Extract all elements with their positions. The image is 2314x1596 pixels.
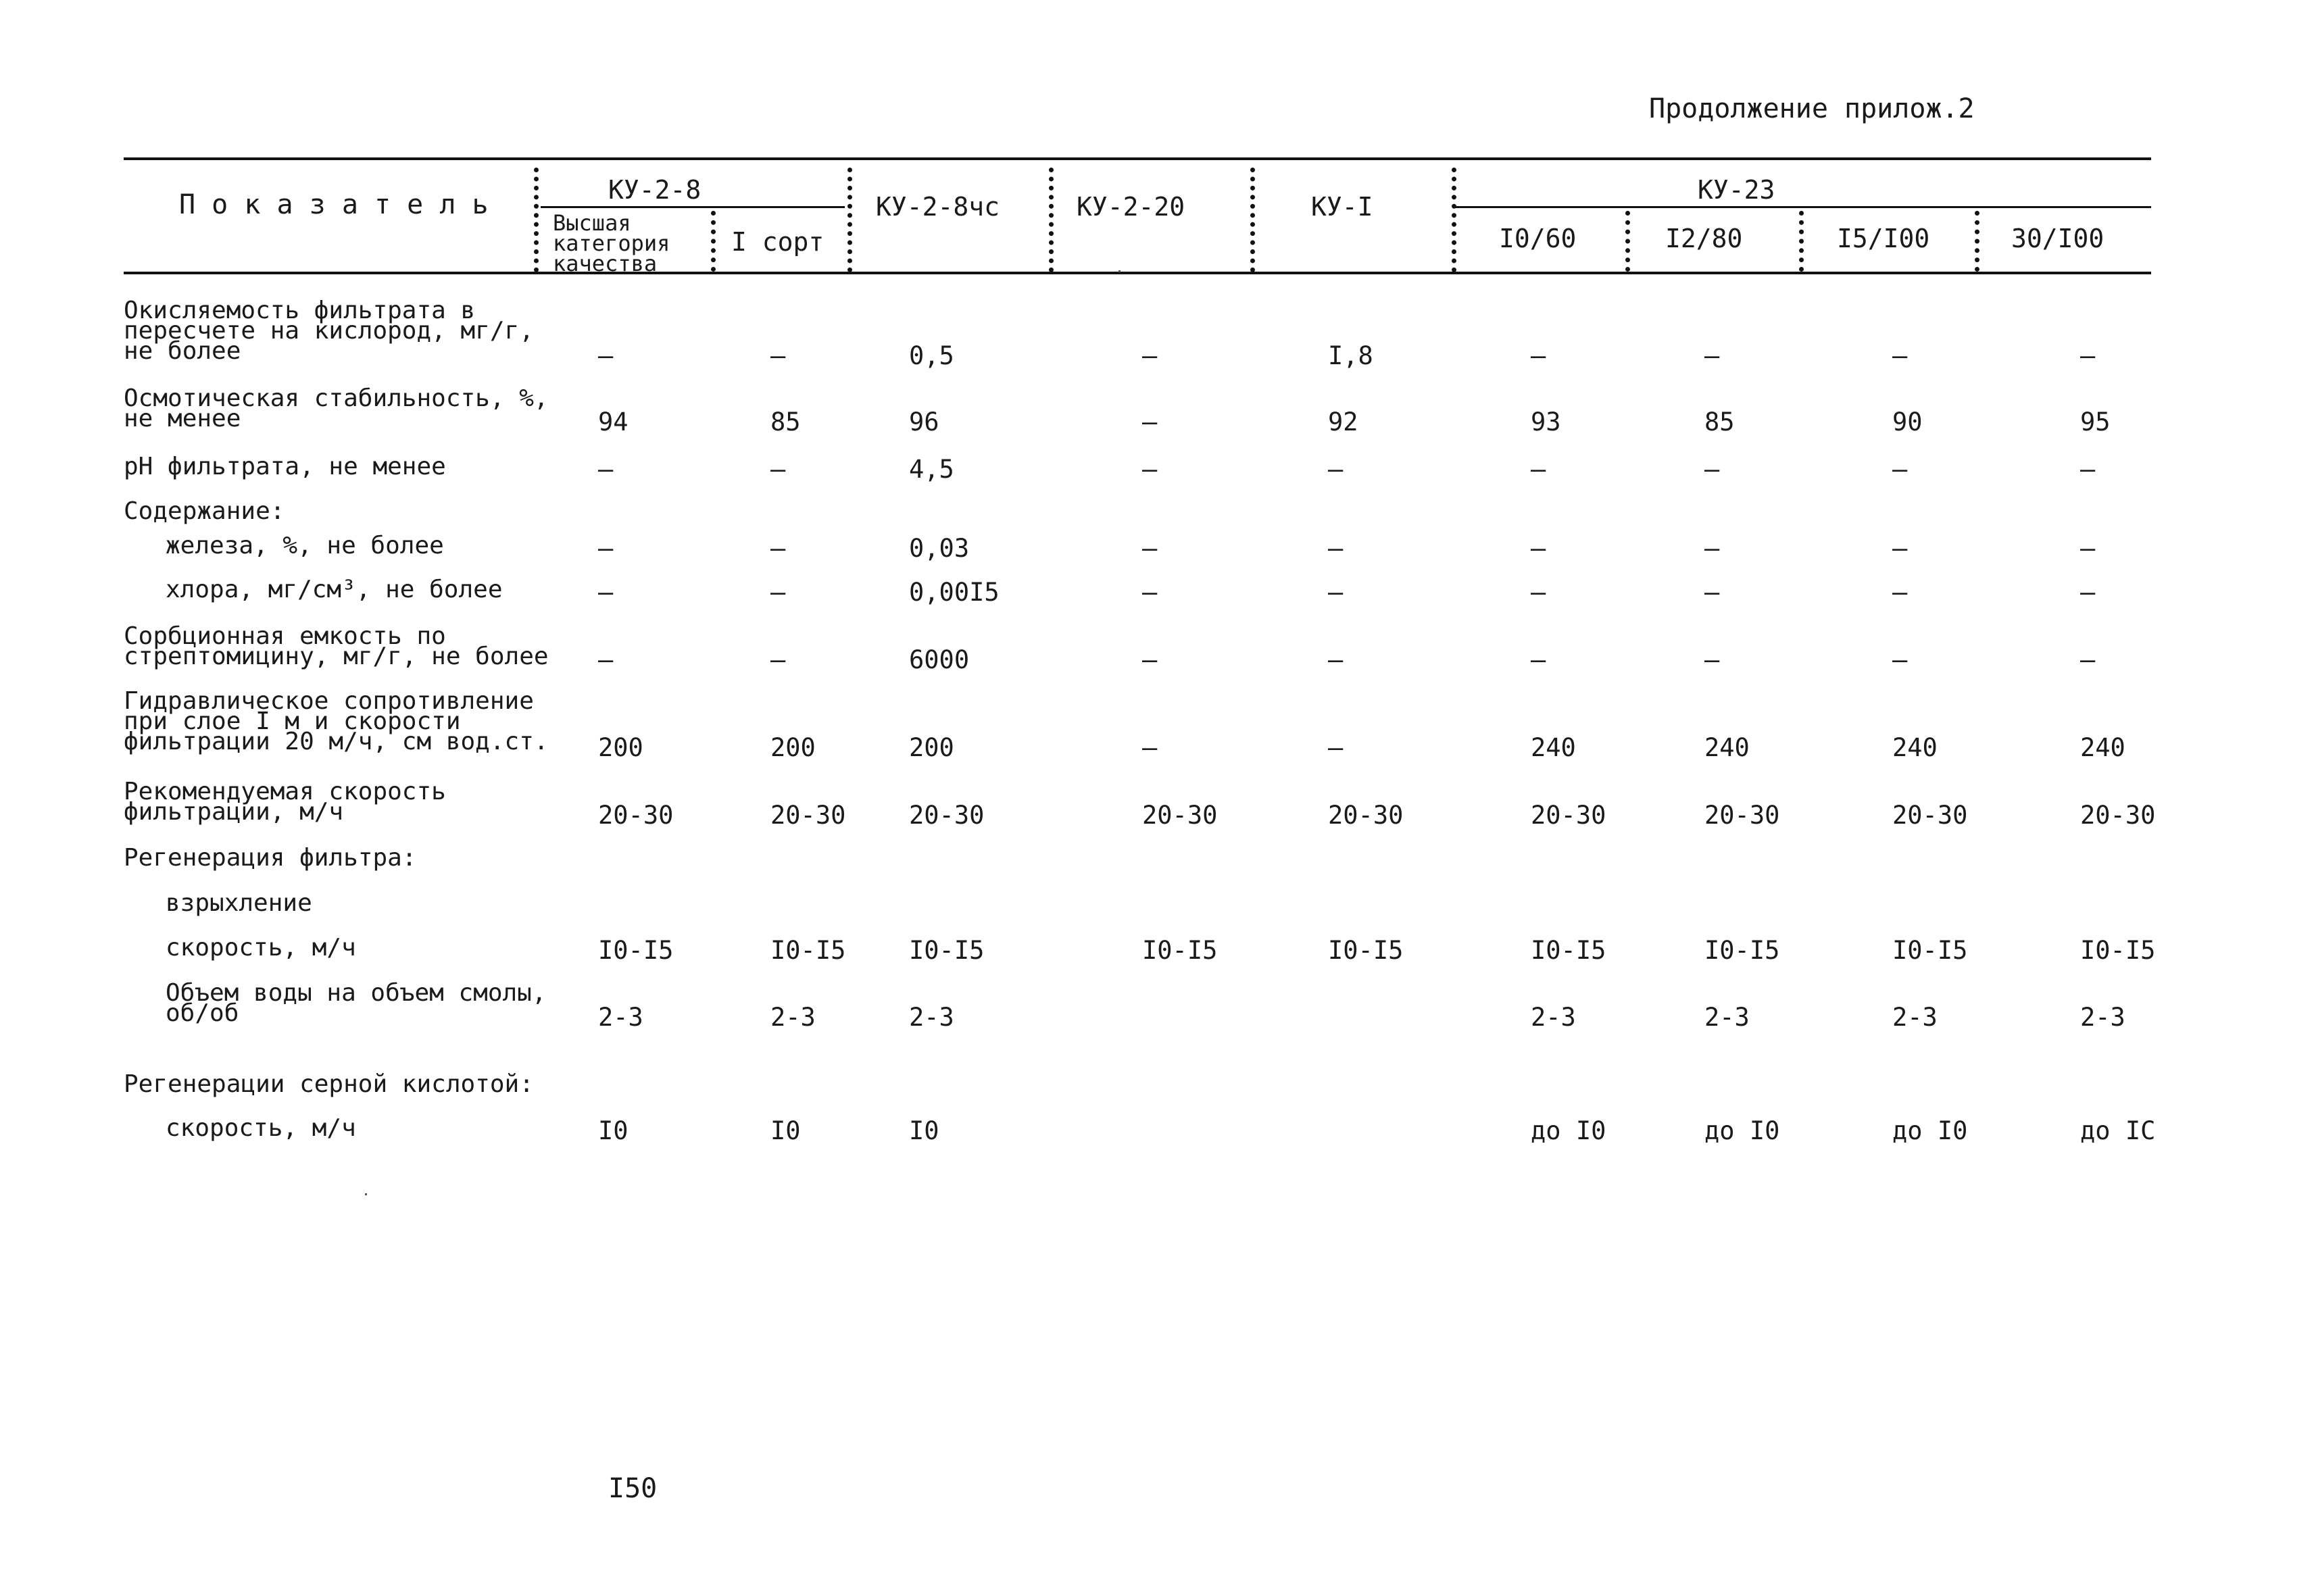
table-cell: 2-3 [1704, 1003, 1750, 1032]
table-cell: – [598, 578, 614, 607]
table-cell: I,8 [1328, 341, 1373, 370]
table-cell: 2-3 [770, 1003, 816, 1032]
col-separator [1452, 168, 1456, 272]
table-cell: 240 [1531, 733, 1576, 762]
table-cell: 20-30 [909, 801, 985, 830]
table-cell: – [1704, 578, 1720, 607]
col-separator [534, 168, 539, 272]
table-cell: – [1328, 534, 1344, 563]
table-cell: – [1142, 645, 1158, 674]
table-cell: 94 [598, 407, 629, 437]
table-cell: – [598, 455, 614, 484]
col-separator [1975, 211, 1979, 272]
table-cell: 2-3 [598, 1003, 643, 1032]
table-cell: – [1142, 455, 1158, 484]
table-cell: 240 [2080, 733, 2125, 762]
table-cell: – [1531, 645, 1546, 674]
header-ku23: КУ-23 [1698, 175, 1775, 205]
table-cell: – [598, 534, 614, 563]
table-cell: 20-30 [1704, 801, 1780, 830]
col-separator [1799, 211, 1804, 272]
row-label: Объем воды на объем смолы, об/об [166, 979, 547, 1027]
table-cell: – [598, 645, 614, 674]
col-separator [1250, 168, 1255, 272]
row-label: pH фильтрата, не менее [124, 453, 446, 480]
table-cell: 2-3 [1892, 1003, 1938, 1032]
table-cell: 240 [1892, 733, 1938, 762]
table-cell: – [598, 341, 614, 370]
table-cell: – [1328, 733, 1344, 762]
table-cell: 0,03 [909, 534, 970, 563]
header-ku28-first-grade: I сорт [731, 227, 824, 257]
table-cell: – [2080, 645, 2096, 674]
table-cell: 20-30 [1142, 801, 1218, 830]
table-cell: 20-30 [1892, 801, 1968, 830]
table-cell: до IC [2080, 1116, 2156, 1145]
row-label: Содержание: [124, 497, 285, 525]
table-cell: I0-I5 [2080, 936, 2156, 965]
table-cell: 20-30 [1531, 801, 1606, 830]
table-cell: – [1531, 455, 1546, 484]
col-separator [847, 168, 852, 272]
row-label: Осмотическая стабильность, %, не менее [124, 384, 549, 432]
table-cell: – [1892, 455, 1908, 484]
table-cell: 0,5 [909, 341, 954, 370]
table-cell: – [1704, 341, 1720, 370]
table-cell: 6000 [909, 645, 970, 674]
table-cell: 92 [1328, 407, 1358, 437]
table-cell: 20-30 [770, 801, 846, 830]
table-cell: I0-I5 [1531, 936, 1606, 965]
header-ku23-sub: I2/80 [1665, 224, 1743, 253]
table-cell: – [1531, 534, 1546, 563]
row-label: хлора, мг/см³, не более [166, 576, 503, 603]
header-ku220: КУ-2-20 [1077, 192, 1185, 222]
row-label: скорость, м/ч [166, 934, 356, 962]
table-cell: – [2080, 578, 2096, 607]
table-cell: до I0 [1531, 1116, 1606, 1145]
scan-speck [1118, 270, 1121, 272]
header-kui: КУ-I [1311, 192, 1373, 222]
table-cell: 20-30 [1328, 801, 1404, 830]
table-cell: 93 [1531, 407, 1561, 437]
table-cell: – [770, 578, 786, 607]
header-ku28-top-grade: Высшая категория качества [553, 210, 670, 276]
table-cell: – [2080, 534, 2096, 563]
table-cell: 2-3 [1531, 1003, 1576, 1032]
table-cell: I0-I5 [1704, 936, 1780, 965]
table-cell: I0-I5 [770, 936, 846, 965]
row-label: Регенерации серной кислотой: [124, 1070, 534, 1098]
table-cell: – [1892, 578, 1908, 607]
row-label: железа, %, не более [166, 532, 444, 559]
table-cell: – [1892, 645, 1908, 674]
table-cell: I0-I5 [1142, 936, 1218, 965]
table-cell: – [1142, 407, 1158, 437]
table-cell: – [1892, 341, 1908, 370]
table-header-bottom-rule [124, 272, 2151, 274]
table-cell: I0 [598, 1116, 629, 1145]
table-cell: I0-I5 [598, 936, 674, 965]
table-cell: 20-30 [2080, 801, 2156, 830]
row-label: Сорбционная емкость по стрептомицину, мг/г, не более [124, 622, 549, 670]
table-cell: I0-I5 [1328, 936, 1404, 965]
table-cell: – [770, 534, 786, 563]
table-cell: до I0 [1892, 1116, 1968, 1145]
table-cell: 200 [909, 733, 954, 762]
table-cell: 95 [2080, 407, 2111, 437]
table-cell: I0 [909, 1116, 939, 1145]
header-ku23-sub: I5/I00 [1837, 224, 1930, 253]
table-cell: – [2080, 341, 2096, 370]
table-cell: – [2080, 455, 2096, 484]
col-separator [1049, 168, 1054, 272]
table-cell: 240 [1704, 733, 1750, 762]
table-cell: – [770, 455, 786, 484]
header-ku28chs: КУ-2-8чс [876, 192, 1000, 222]
header-indicator: П о к а з а т е л ь [179, 189, 489, 220]
row-label: скорость, м/ч [166, 1114, 356, 1142]
table-cell: 2-3 [909, 1003, 954, 1032]
table-cell: – [1328, 645, 1344, 674]
table-cell: – [1142, 578, 1158, 607]
row-label: Рекомендуемая скорость фильтрации, м/ч [124, 778, 446, 826]
table-cell: 0,00I5 [909, 578, 1000, 607]
table-cell: – [1328, 578, 1344, 607]
header-ku23-sub: I0/60 [1499, 224, 1577, 253]
table-cell: I0-I5 [1892, 936, 1968, 965]
table-cell: – [1142, 733, 1158, 762]
table-cell: 96 [909, 407, 939, 437]
table-cell: – [1142, 534, 1158, 563]
table-cell: I0 [770, 1116, 801, 1145]
ku23-group-rule [1453, 206, 2151, 208]
header-ku23-sub: 30/I00 [2011, 224, 2104, 253]
table-top-rule [124, 157, 2151, 160]
page-number: I50 [608, 1473, 658, 1504]
table-cell: 85 [770, 407, 801, 437]
row-label: Окисляемость фильтрата в пересчете на кислород, мг/г, не более [124, 297, 534, 365]
table-cell: 200 [770, 733, 816, 762]
col-separator [1625, 211, 1630, 272]
table-cell: 20-30 [598, 801, 674, 830]
table-cell: – [1704, 534, 1720, 563]
table-cell: 90 [1892, 407, 1923, 437]
row-label: Гидравлическое сопротивление при слое I м и скорости фильтрации 20 м/ч, см вод.ст. [124, 687, 549, 755]
ku28-group-rule [541, 206, 845, 208]
continuation-label: Продолжение прилож.2 [1649, 93, 1975, 124]
table-cell: 200 [598, 733, 643, 762]
table-cell: 4,5 [909, 455, 954, 484]
table-cell: – [1142, 341, 1158, 370]
table-cell: – [770, 341, 786, 370]
scan-speck [365, 1193, 367, 1195]
table-cell: I0-I5 [909, 936, 985, 965]
table-cell: 85 [1704, 407, 1735, 437]
table-cell: – [1531, 341, 1546, 370]
table-cell: – [770, 645, 786, 674]
header-ku28: КУ-2-8 [608, 175, 701, 205]
table-cell: – [1704, 455, 1720, 484]
table-cell: – [1328, 455, 1344, 484]
table-cell: – [1704, 645, 1720, 674]
row-label: Регенерация фильтра: [124, 844, 417, 872]
table-cell: 2-3 [2080, 1003, 2125, 1032]
table-cell: до I0 [1704, 1116, 1780, 1145]
table-cell: – [1531, 578, 1546, 607]
table-cell: – [1892, 534, 1908, 563]
col-separator [711, 211, 716, 272]
row-label: взрыхление [166, 889, 312, 917]
